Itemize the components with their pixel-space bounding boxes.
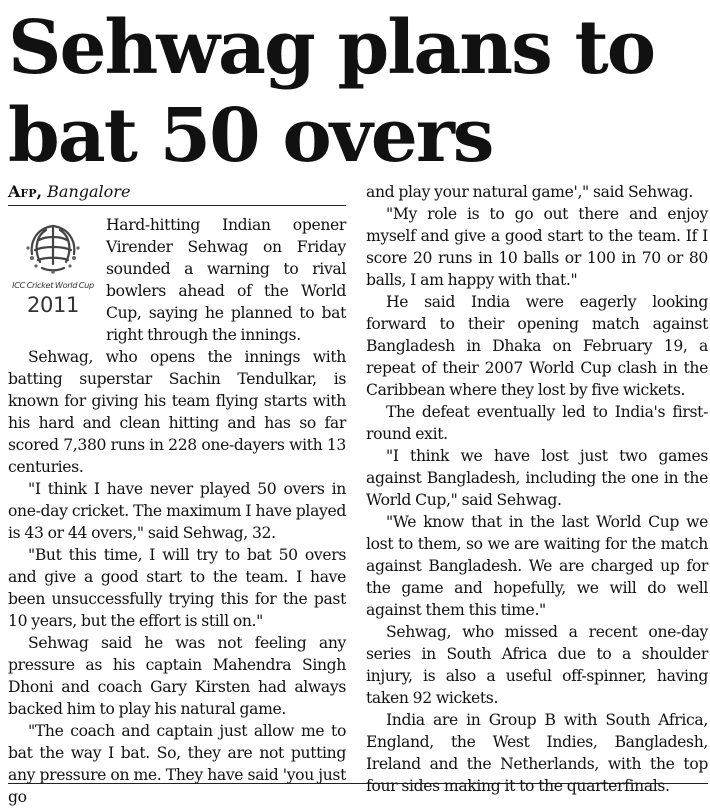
paragraph: "I think we have lost just two games against Bangladesh, including the one in the World Cup," said Sehwag. <box>366 447 708 509</box>
paragraph: India are in Group B with South Africa, England, the West Indies, Bangladesh, Ireland and the Netherlands, with the top four sides making it to the quarterfinals. <box>366 711 708 795</box>
paragraph: "The coach and captain just allow me to bat the way I bat. So, they are not putting any pressure on me. They have said 'you just go <box>8 722 346 806</box>
world-cup-logo-icon <box>8 220 98 320</box>
headline: Sehwag plans to bat 50 overs <box>8 5 655 179</box>
paragraph: "We know that in the last World Cup we lost to them, so we are waiting for the match against Bangladesh. We are charged up for the game and hopefully, we will do well against them this time." <box>366 513 708 619</box>
paragraph: He said India were eagerly looking forward to their opening match against Bangladesh in Dhaka on February 19, a repeat of their 2007 World Cup clash in the Caribbean where they lost by five wickets. <box>366 293 708 399</box>
byline-rule <box>8 205 346 206</box>
byline-agency: Afp, <box>8 182 43 201</box>
paragraph: Hard-hitting Indian opener Virender Sehwag on Friday sounded a warning to rival bowlers ahead of the World Cup, saying he planned to bat right through the innings. <box>106 216 346 344</box>
paragraph: and play your natural game'," said Sehwag. <box>366 183 694 201</box>
paragraph: Sehwag, who missed a recent one-day series in South Africa due to a shoulder injury, is also a useful off-spinner, having taken 92 wickets. <box>366 623 708 707</box>
paragraph: The defeat eventually led to India's first-round exit. <box>366 403 708 443</box>
paragraph: Sehwag said he was not feeling any pressure as his captain Mahendra Singh Dhoni and coach Gary Kirsten had always backed him to play his natural game. <box>8 634 346 718</box>
paragraph: Sehwag, who opens the innings with batting superstar Sachin Tendulkar, is known for giving his team flying starts with his hard and clean hitting and has so far scored 7,380 runs in 228 one-dayers with 13 centuries. <box>8 348 346 476</box>
bottom-rule <box>8 783 708 784</box>
paragraph: "My role is to go out there and enjoy myself and give a good start to the team. If I score 20 runs in 10 balls or 100 in 70 or 80 balls, I am happy with that." <box>366 205 708 289</box>
byline-place: Bangalore <box>47 182 131 201</box>
byline <box>8 181 130 203</box>
logo-name: ICC Cricket World Cup <box>12 280 94 290</box>
paragraph: "I think I have never played 50 overs in one-day cricket. The maximum I have played is 43 or 44 overs," said Sehwag, 32. <box>8 480 346 542</box>
article-column-right <box>366 181 708 797</box>
paragraph: "But this time, I will try to bat 50 overs and give a good start to the team. I have been unsuccessfully trying this for the past 10 years, but the effort is still on." <box>8 546 346 630</box>
article-column-left <box>8 214 346 808</box>
logo-year: 2011 <box>26 293 80 317</box>
